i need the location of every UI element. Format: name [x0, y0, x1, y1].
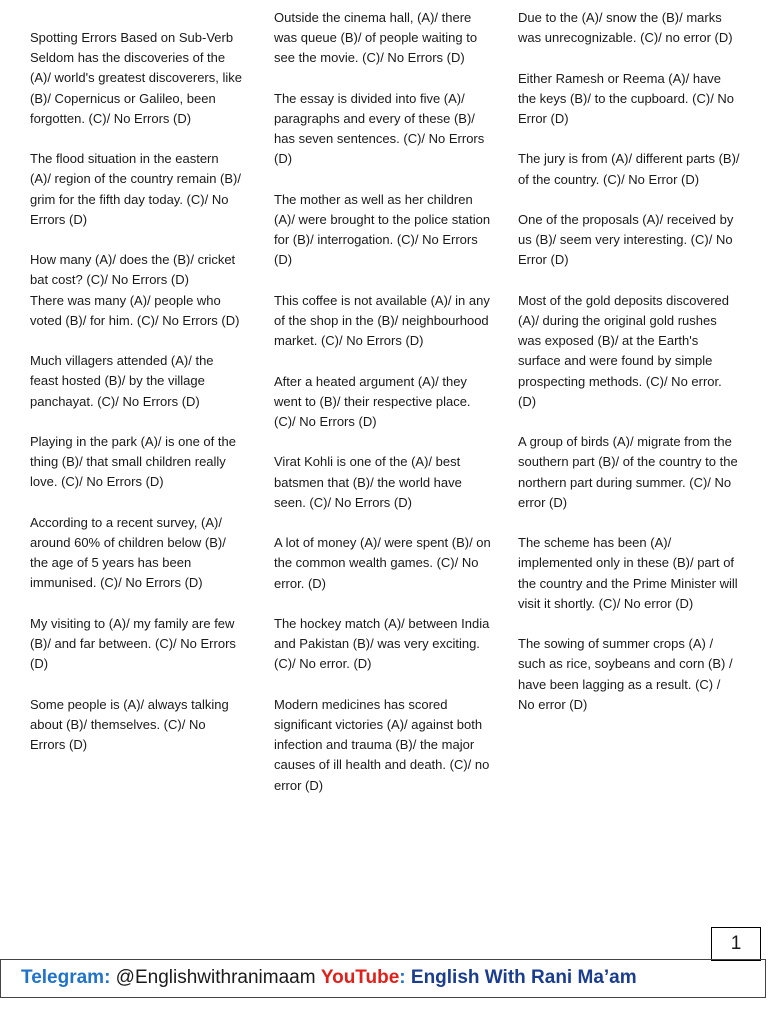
youtube-colon: : — [399, 967, 411, 988]
question-item: Virat Kohli is one of the (A)/ best batsmen that (B)/ the world have seen. (C)/ No Errors (D) — [274, 454, 462, 510]
question-item: The essay is divided into five (A)/ paragraphs and every of these (B)/ has seven sentences. (C)/ No Errors (D) — [274, 90, 485, 167]
question-item: Either Ramesh or Reema (A)/ have the keys (B)/ to the cupboard. (C)/ No Error (D) — [518, 70, 735, 126]
telegram-handle: @Englishwithranimaam — [110, 967, 321, 988]
question-item: Outside the cinema hall, (A)/ there was queue (B)/ of people waiting to see the movie. (C)/ No Errors (D) — [274, 10, 478, 66]
question-item: Seldom has the discoveries of the (A)/ world's greatest discoverers, like (B)/ Copernicus or Galileo, been forgotten. (C)/ No Errors (D) — [30, 50, 242, 126]
column-3 — [518, 8, 740, 735]
question-item: According to a recent survey, (A)/ around 60% of children below (B)/ the age of 5 years has been immunised. (C)/ No Errors (D) — [30, 514, 226, 591]
question-item: A group of birds (A)/ migrate from the southern part (B)/ of the country to the northern part during summer. (C)/ No error (D) — [518, 434, 738, 510]
question-item: This coffee is not available (A)/ in any of the shop in the (B)/ neighbourhood market. (C)/ No Errors (D) — [274, 292, 490, 349]
question-item: Most of the gold deposits discovered (A)/ during the original gold rushes was exposed (B)/ at the Earth's surface and were found by simple prospecting methods. (C)/ No error. (D) — [518, 292, 730, 409]
youtube-label: YouTube — [320, 967, 400, 988]
question-item: The mother as well as her children (A)/ were brought to the police station for (B)/ interrogation. (C)/ No Errors (D) — [274, 191, 491, 268]
question-item: Much villagers attended (A)/ the feast hosted (B)/ by the village panchayat. (C)/ No Errors (D) — [30, 353, 214, 409]
question-item: One of the proposals (A)/ received by us (B)/ seem very interesting. (C)/ No Error (D) — [518, 211, 734, 268]
page-number: 1 — [711, 927, 761, 961]
column-2 — [274, 8, 492, 816]
question-item: How many (A)/ does the (B)/ cricket bat cost? (C)/ No Errors (D) — [30, 252, 236, 288]
question-item: The hockey match (A)/ between India and Pakistan (B)/ was very exciting. (C)/ No error. (D) — [274, 615, 490, 672]
question-item: The scheme has been (A)/ implemented only in these (B)/ part of the country and the Prime Minister will visit it shortly. (C)/ No error (D) — [518, 535, 738, 611]
question-item: Playing in the park (A)/ is one of the thing (B)/ that small children really love. (C)/ No Errors (D) — [30, 434, 236, 490]
footer-banner — [0, 959, 766, 998]
question-item: There was many (A)/ people who voted (B)/ for him. (C)/ No Errors (D) — [30, 292, 240, 328]
question-item: The jury is from (A)/ different parts (B)/ of the country. (C)/ No Error (D) — [518, 151, 740, 187]
column-1 — [30, 28, 242, 775]
question-item: Due to the (A)/ snow the (B)/ marks was unrecognizable. (C)/ no error (D) — [518, 10, 733, 46]
telegram-label: Telegram: — [21, 967, 111, 988]
youtube-channel-name: English With Rani Ma’am — [410, 967, 637, 988]
question-item: Some people is (A)/ always talking about (B)/ themselves. (C)/ No Errors (D) — [30, 696, 229, 752]
question-item: Modern medicines has scored significant victories (A)/ against both infection and trauma (B)/ the major causes of ill health and death. (C)/ no error (D) — [274, 696, 490, 793]
question-item: The sowing of summer crops (A) / such as rice, soybeans and corn (B) / have been lagging as a result. (C) / No error (D) — [518, 636, 733, 712]
question-item: The flood situation in the eastern (A)/ region of the country remain (B)/ grim for the fifth day today. (C)/ No Errors (D) — [30, 151, 241, 227]
question-item: A lot of money (A)/ were spent (B)/ on the common wealth games. (C)/ No error. (D) — [274, 535, 491, 591]
section-heading: Spotting Errors Based on Sub-Verb — [30, 30, 234, 45]
question-item: My visiting to (A)/ my family are few (B)/ and far between. (C)/ No Errors (D) — [30, 615, 236, 672]
question-item: After a heated argument (A)/ they went to (B)/ their respective place. (C)/ No Errors (D) — [274, 373, 471, 429]
